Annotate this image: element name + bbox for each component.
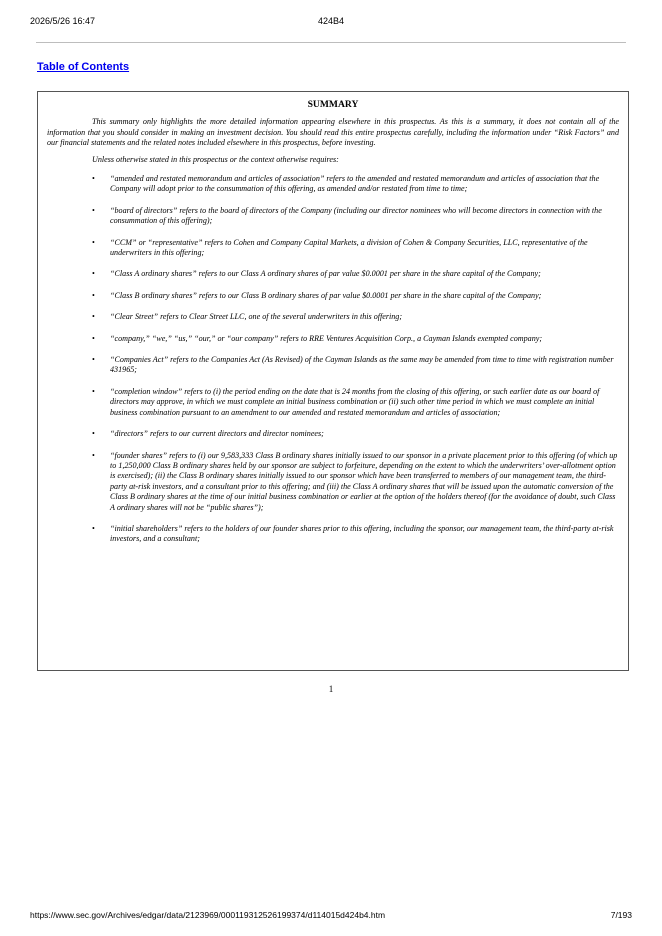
definition-text: “founder shares” refers to (i) our 9,583,333 Class B ordinary shares initially issued to our sponsor in a private placement prior to this offering (of which up to 1,250,000 Class B ordinary shares held by our sponsor are subject to forfeiture, depending on the extent to which the underwriters’ over-allotment option is exercised); (ii) the Class B ordinary shares initially issued to our sponsor which have been transferred to members of our management team, the third-party at-risk investors, and a consultant prior to this offering; and (iii) the Class A ordinary shares that will be issued upon the automatic conversion of the Class B ordinary shares at the time of our initial business combination or earlier at the option of the holders thereof (for the avoidance of doubt, such Class A ordinary shares will not be “public shares”); — [110, 450, 618, 512]
definition-text: “Clear Street” refers to Clear Street LLC, one of the several underwriters in this offering; — [110, 312, 403, 322]
bullet-icon: • — [92, 333, 95, 343]
print-page-count: 7/193 — [610, 910, 632, 920]
definition-text: “directors” refers to our current directors and director nominees; — [110, 429, 324, 439]
definition-text: “CCM” or “representative” refers to Cohen and Company Capital Markets, a division of Cohen & Company Securities, LLC, representative of the underwriters in this offering; — [110, 237, 588, 258]
definitions-list — [47, 174, 619, 545]
bullet-icon: • — [92, 355, 95, 365]
bullet-icon: • — [92, 237, 95, 247]
definition-text: “Companies Act” refers to the Companies Act (As Revised) of the Cayman Islands as the same may be amended from time to time with registration number 431965; — [110, 355, 614, 375]
definition-item — [47, 238, 619, 259]
definition-text: “amended and restated memorandum and articles of association” refers to the amended and restated memorandum and articles of association that the Company will adopt prior to the consummation of this offering, as amended and/or restated from time to time; — [110, 174, 600, 194]
bullet-icon: • — [92, 523, 95, 533]
summary-context-note: Unless otherwise stated in this prospectus or the context otherwise requires: — [92, 154, 339, 164]
bullet-icon: • — [92, 269, 95, 279]
print-source-url: https://www.sec.gov/Archives/edgar/data/2123969/000119312526199374/d114015d424b4.htm — [30, 910, 386, 920]
print-document-title: 424B4 — [317, 16, 345, 26]
definition-item — [47, 174, 619, 195]
definition-item — [47, 355, 619, 376]
definition-text: “Class A ordinary shares” refers to our Class A ordinary shares of par value $0.0001 per share in the share capital of the Company; — [110, 269, 541, 279]
definition-item — [47, 524, 619, 545]
summary-intro: This summary only highlights the more detailed information appearing elsewhere in this prospectus. As this is a summary, it does not contain all of the information that you should consider in making an investment decision. You should read this entire prospectus carefully, including the information under “Risk Factors” and our financial statements and the related notes included elsewhere in this prospectus, before investing. — [47, 117, 619, 147]
definition-item — [47, 451, 619, 513]
definition-text: “completion window” refers to (i) the period ending on the date that is 24 months from the closing of this offering, or such earlier date as our board of directors may approve, in which we must complete an initial business combination or (ii) such other time period in which we must complete an initial business combination pursuant to an amendment to our amended and restated memorandum and articles of association; — [110, 386, 600, 417]
bullet-icon: • — [92, 429, 95, 439]
definition-text: “initial shareholders” refers to the holders of our founder shares prior to this offering, including the sponsor, our management team, the third-party at-risk investors, and a consultant; — [110, 523, 614, 544]
bullet-icon: • — [92, 312, 95, 322]
definition-text: “board of directors” refers to the board of directors of the Company (including our director nominees who will become directors in connection with the consummation of this offering); — [110, 205, 602, 226]
bullet-icon: • — [92, 205, 95, 215]
definition-text: “company,” “we,” “us,” “our,” or “our company” refers to RRE Ventures Acquisition Corp., a Cayman Islands exempted company; — [110, 333, 543, 343]
header-divider — [36, 42, 626, 43]
print-datetime: 2026/5/26 16:47 — [30, 16, 96, 26]
page-number: 1 — [328, 684, 334, 694]
definition-item — [47, 429, 619, 439]
summary-title: SUMMARY — [307, 99, 359, 110]
bullet-icon: • — [92, 450, 95, 460]
definition-item — [47, 291, 619, 301]
definition-item — [47, 334, 619, 344]
table-of-contents-link[interactable]: Table of Contents — [37, 61, 130, 73]
bullet-icon: • — [92, 290, 95, 300]
definition-item — [47, 206, 619, 227]
definition-text: “Class B ordinary shares” refers to our Class B ordinary shares of par value $0.0001 per share in the share capital of the Company; — [110, 290, 542, 300]
summary-box — [37, 91, 629, 671]
bullet-icon: • — [92, 174, 95, 183]
definition-item — [47, 312, 619, 322]
bullet-icon: • — [92, 386, 95, 396]
definition-item — [47, 387, 619, 418]
definition-item — [47, 269, 619, 279]
